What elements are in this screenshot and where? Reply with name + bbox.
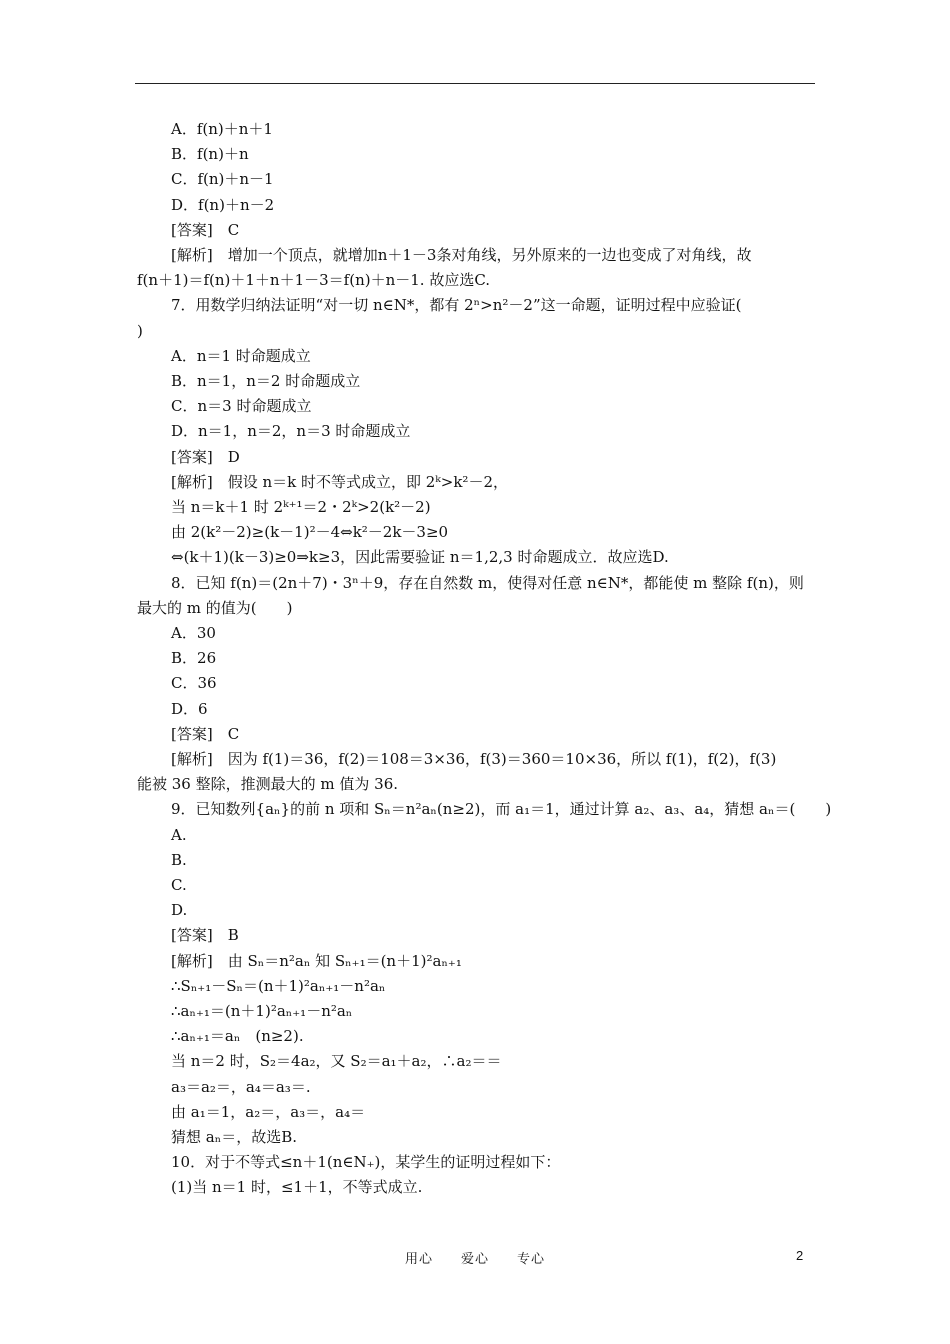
text-line: 7．用数学归纳法证明“对一切 n∈N*，都有 2ⁿ>n²－2”这一命题，证明过程中应验证( xyxy=(171,296,742,315)
text-line: B．n＝1，n＝2 时命题成立 xyxy=(171,372,361,390)
text-line: f(n＋1)＝f(n)＋1＋n＋1－3＝f(n)＋n－1. 故应选C. xyxy=(137,271,491,290)
text-line: 由 a₁＝1，a₂＝，a₃＝，a₄＝ xyxy=(171,1102,366,1121)
text-line: ∴Sₙ₊₁－Sₙ＝(n＋1)²aₙ₊₁－n²aₙ xyxy=(171,976,386,995)
text-line: [答案] C xyxy=(171,724,240,743)
text-line: 10．对于不等式≤n＋1(n∈N₊)，某学生的证明过程如下： xyxy=(171,1153,561,1172)
header-rule xyxy=(135,83,815,84)
text-line: 猜想 aₙ＝，故选B. xyxy=(171,1128,297,1146)
text-line: [解析] 增加一个顶点，就增加n＋1－3条对角线，另外原来的一边也变成了对角线，故 xyxy=(171,246,752,264)
text-line: A．n＝1 时命题成立 xyxy=(171,346,311,365)
text-line: C．n＝3 时命题成立 xyxy=(171,397,312,416)
text-line: [解析] 由 Sₙ＝n²aₙ 知 Sₙ₊₁＝(n＋1)²aₙ₊₁ xyxy=(171,951,462,970)
text-line: 9．已知数列{aₙ}的前 n 项和 Sₙ＝n²aₙ(n≥2)，而 a₁＝1，通过计算 a₂、a₃、a₄，猜想 aₙ＝( ) xyxy=(171,800,832,819)
footer-motto: 用心 爱心 专心 xyxy=(404,1252,545,1267)
text-line: D. xyxy=(171,901,188,920)
text-line: B．f(n)＋n xyxy=(171,145,249,164)
text-line: a₃＝a₂＝，a₄＝a₃＝. xyxy=(171,1077,311,1096)
text-line: D．n＝1，n＝2，n＝3 时命题成立 xyxy=(171,422,411,441)
text-line: C．36 xyxy=(171,674,217,693)
text-line: 能被 36 整除，推测最大的 m 值为 36. xyxy=(137,775,399,794)
text-line: B．26 xyxy=(171,649,217,668)
text-line: D．f(n)＋n－2 xyxy=(171,195,275,214)
text-line: C. xyxy=(171,876,187,894)
text-line: C．f(n)＋n－1 xyxy=(171,170,274,189)
text-line: ⇔(k＋1)(k－3)≥0⇒k≥3，因此需要验证 n＝1,2,3 时命题成立．故应选D. xyxy=(171,548,669,567)
text-line: 8．已知 f(n)＝(2n＋7)・3ⁿ＋9，存在自然数 m，使得对任意 n∈N*，都能使 m 整除 f(n)，则 xyxy=(171,573,804,592)
text-line: 当 n＝2 时，S₂＝4a₂，又 S₂＝a₁＋a₂，∴a₂＝＝ xyxy=(171,1052,502,1071)
text-line: [答案] B xyxy=(171,926,239,945)
text-line: ∴aₙ₊₁＝aₙ (n≥2). xyxy=(171,1027,304,1046)
text-line: A．f(n)＋n＋1 xyxy=(171,120,273,138)
text-line: A. xyxy=(171,825,187,844)
text-line: 由 2(k²－2)≥(k－1)²－4⇔k²－2k－3≥0 xyxy=(171,523,449,542)
text-line: ∴aₙ₊₁＝(n＋1)²aₙ₊₁－n²aₙ xyxy=(171,1002,353,1020)
text-line: [解析] 假设 n＝k 时不等式成立，即 2ᵏ>k²－2， xyxy=(171,472,508,491)
text-line: ) xyxy=(137,321,143,340)
page-number: 2 xyxy=(796,1248,804,1263)
text-line: 最大的 m 的值为( ) xyxy=(137,598,293,617)
text-line: A．30 xyxy=(171,624,216,642)
text-line: [解析] 因为 f(1)＝36，f(2)＝108＝3×36，f(3)＝360＝10×36，所以 f(1)，f(2)，f(3) xyxy=(171,750,777,768)
text-line: (1)当 n＝1 时，≤1＋1，不等式成立. xyxy=(171,1178,423,1197)
text-line: [答案] C xyxy=(171,220,240,239)
text-line: D．6 xyxy=(171,699,208,718)
text-line: B. xyxy=(171,850,187,869)
text-line: [答案] D xyxy=(171,447,240,466)
text-line: 当 n＝k＋1 时 2ᵏ⁺¹＝2・2ᵏ>2(k²－2) xyxy=(171,498,431,516)
